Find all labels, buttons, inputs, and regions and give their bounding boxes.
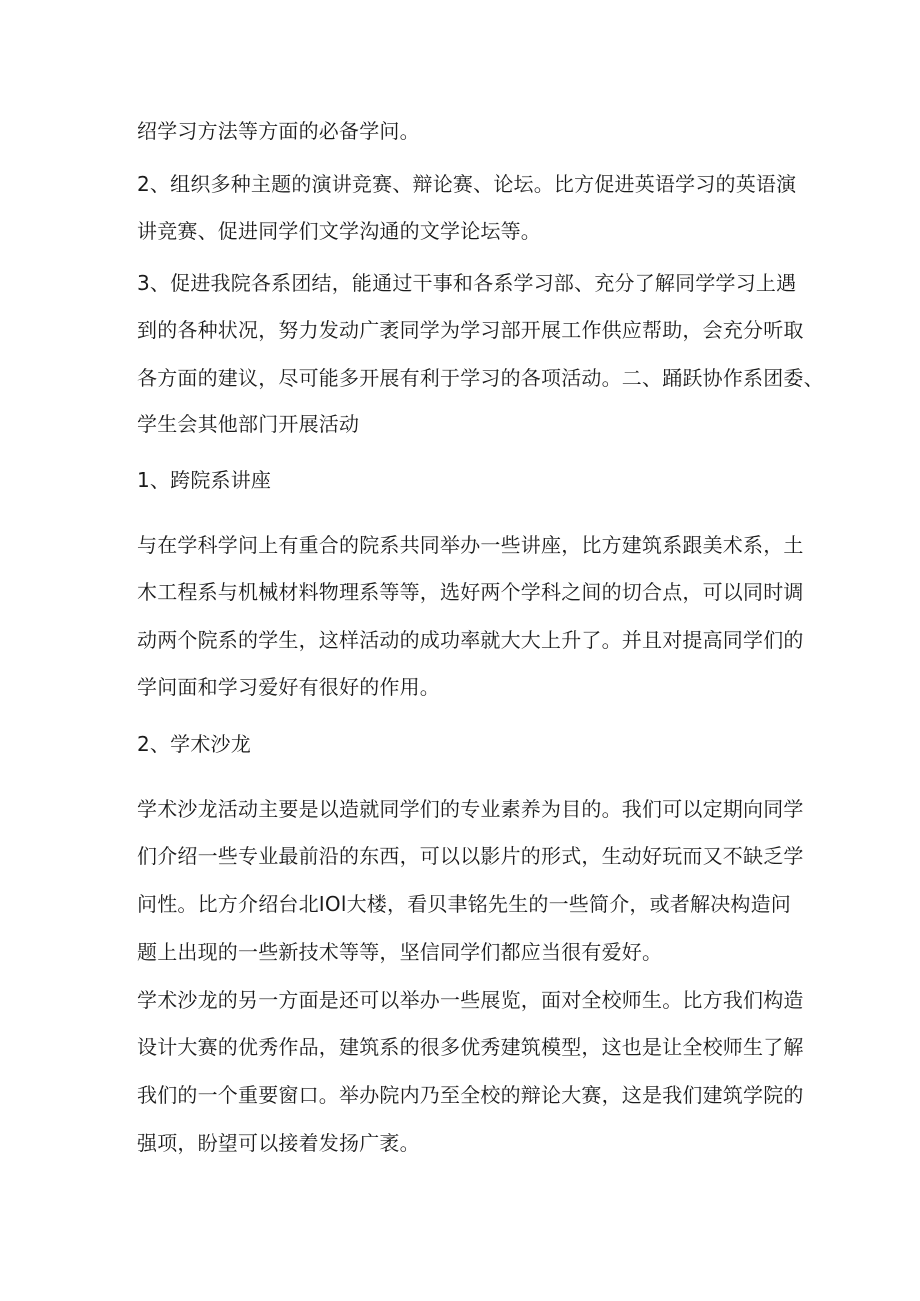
- text-line: 绍学习方法等方面的必备学问。: [137, 119, 420, 143]
- text-line: 3、促进我院各系团结，能通过干事和各系学习部、充分了解同学学习上遇: [137, 271, 797, 295]
- text-line: 学问面和学习爱好有很好的作用。: [137, 675, 440, 699]
- text-line: 问性。比方介绍台北IOl大楼，看贝聿铭先生的一些简介，或者解决构造问: [137, 892, 791, 916]
- text-line: 我们的一个重要窗口。举办院内乃至全校的辩论大赛，这是我们建筑学院的: [137, 1083, 804, 1107]
- text-line: 题上出现的一些新技术等等，坚信同学们都应当很有爱好。: [137, 940, 663, 964]
- text-line: 设计大赛的优秀作品，建筑系的很多优秀建筑模型，这也是让全校师生了解: [137, 1035, 804, 1059]
- text-line: 强项，盼望可以接着发扬广袤。: [137, 1131, 420, 1155]
- text-line: 木工程系与机械材料物理系等等，选好两个学科之间的切合点，可以同时调: [137, 580, 804, 604]
- text-line: 学术沙龙活动主要是以造就同学们的专业素养为目的。我们可以定期向同学: [137, 797, 804, 821]
- text-line: 各方面的建议，尽可能多开展有利于学习的各项活动。二、踊跃协作系团委、: [137, 366, 824, 390]
- text-line: 到的各种状况，努力发动广袤同学为学习部开展工作供应帮助，会充分听取: [137, 318, 804, 342]
- text-line: 学术沙龙的另一方面是还可以举办一些展览，面对全校师生。比方我们构造: [137, 988, 804, 1012]
- text-line: 2、组织多种主题的演讲竞赛、辩论赛、论坛。比方促进英语学习的英语演: [137, 172, 797, 196]
- section-heading: 1、跨院系讲座: [137, 468, 272, 492]
- text-line: 们介绍一些专业最前沿的东西，可以以影片的形式，生动好玩而又不缺乏学: [137, 844, 804, 868]
- text-line: 动两个院系的学生，这样活动的成功率就大大上升了。并且对提高同学们的: [137, 628, 804, 652]
- section-heading: 2、学术沙龙: [137, 732, 251, 756]
- text-line: 与在学科学问上有重合的院系共同举办一些讲座，比方建筑系跟美术系，土: [137, 533, 804, 557]
- text-line: 学生会其他部门开展活动: [137, 412, 360, 436]
- text-line: 讲竞赛、促进同学们文学沟通的文学论坛等。: [137, 219, 541, 243]
